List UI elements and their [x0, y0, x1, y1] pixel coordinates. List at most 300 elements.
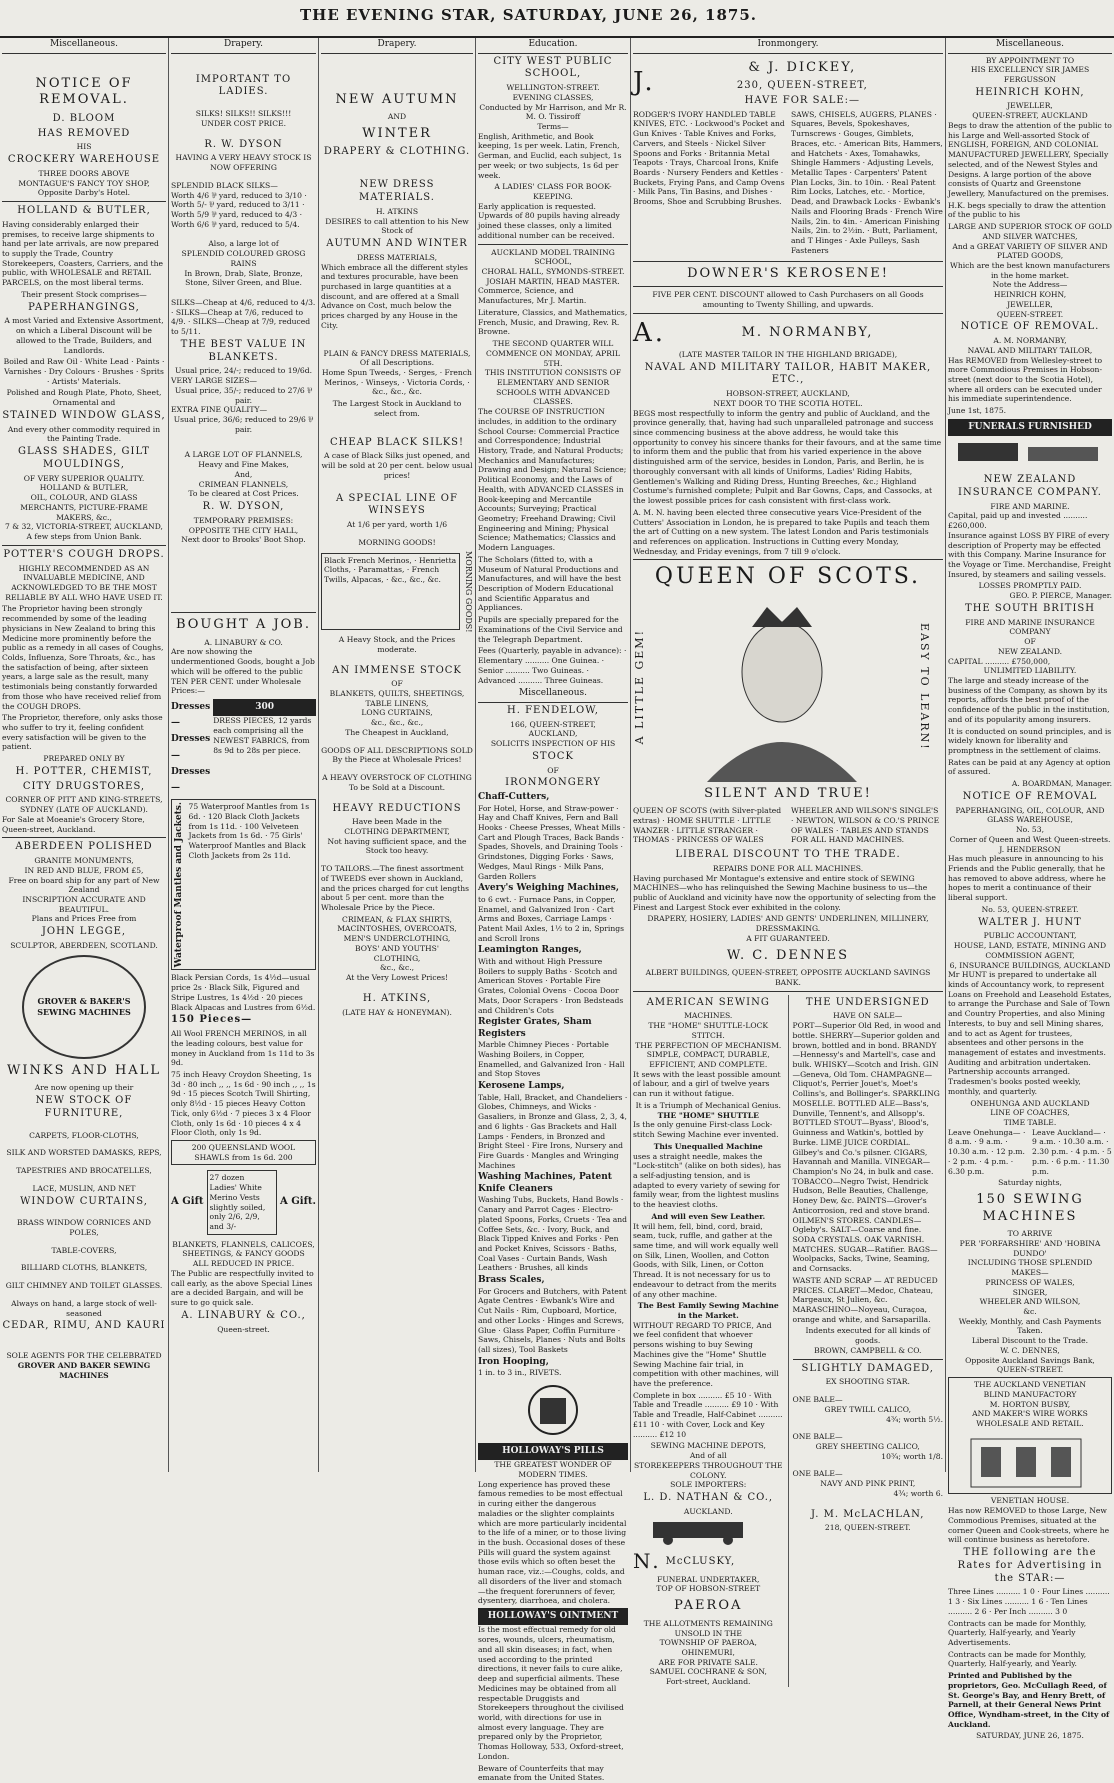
ad-line: ONE BALE— — [792, 1432, 843, 1442]
ad-line: THE "HOME" SHUTTLE — [657, 1110, 759, 1120]
ad-line: A. M. NORMANBY, — [993, 336, 1067, 346]
dress-count-badge: 300 — [213, 699, 316, 717]
ad-line: A LARGE LOT OF FLANNELS, — [184, 450, 303, 460]
ad-line: SYDNEY (LATE OF AUCKLAND). — [20, 805, 148, 815]
ad-line: Next door to Brooks' Boot Shop. — [181, 535, 306, 545]
ad-line: TO ARRIVE — [1007, 1229, 1053, 1239]
ad-line: QUEEN-STREET, AUCKLAND — [972, 111, 1088, 121]
ad-body: Has now REMOVED to those Large, New Commodious Premises, situated at the corner Queen and Cook-streets, where he will continue business as heretofore. — [948, 1506, 1110, 1545]
ad-line: MORNING GOODS! — [358, 537, 436, 547]
ad-heading: SILENT AND TRUE! — [704, 785, 872, 801]
ad-line: LARGE AND SUPERIOR STOCK OF GOLD AND SILVER WATCHES, — [948, 222, 1112, 241]
ad-line: And will even Sew Leather. — [651, 1211, 766, 1221]
advertiser-name: R. W. DYSON, — [202, 501, 285, 513]
ad-body: Home Spun Tweeds, · Serges, · French Merinos, · Winseys, · Victoria Cords, · &c., &c., &c. — [322, 368, 472, 397]
ad-line: BY APPOINTMENT TO — [985, 55, 1075, 65]
ad-line: GEO. P. PIERCE, Manager. — [1009, 591, 1112, 601]
ad-body: For Hotel, Horse, and Straw-power · Hay and Chaff Knives, Fern and Ball Hooks · Cheese Presses, Wheat Mills · Cart and Plough Traces, Back Bands · Spades, Shovels, and Draining Tools · Grindstones, Digging Forks · Saws, Wedges, Maul Rings · Milk Pans, Garden Rollers — [478, 803, 626, 881]
ad-line: PRINCESS OF WALES, — [985, 1277, 1075, 1287]
ad-body: Table, Hall, Bracket, and Chandeliers · Globes, Chimneys, and Wicks · Gasaliers, in Bronze and Glass, 2, 3, 4, and 6 lights · Gas Brackets and Hall Lamps · Fenders, in Bronzed and Bright Steel · Fire Irons, Nursery and Fire Guards · Mangles and Wringing Machines — [478, 1092, 628, 1170]
ad-line: BRASS WINDOW CORNICES AND POLES, — [16, 1218, 152, 1238]
ad-line: CHORAL HALL, SYMONDS-STREET. — [481, 267, 625, 277]
ad-line: THE PERFECTION OF MECHANISM. — [635, 1040, 782, 1050]
ad-line: OF — [547, 765, 559, 775]
ad-heading: CITY DRUGSTORES, — [22, 780, 146, 792]
ad-body: Are now showing the undermentioned Goods, bought a Job which will be offered to the public TEN PER CENT. under Wholesale Prices:— — [171, 647, 315, 696]
ad-body: SILKS—Cheap at 4/6, reduced to 4/3. · SILKS—Cheap at 7/6, reduced to 4/9. · SILKS—Cheap at 7/9, reduced to 5/11. — [171, 297, 316, 337]
ad-body: Which embrace all the different styles and textures procurable, have been purchased in large quantities at a discount, and are offered at a Small Advance on Cost, much below the prices charged by any House in the City. — [321, 262, 468, 330]
ad-line: A HEAVY OVERSTOCK OF CLOTHING — [322, 773, 472, 783]
ad-line: Have been Made in the — [352, 817, 442, 827]
ad-line: WHEELER AND WILSON, — [979, 1297, 1081, 1307]
ad-line: PREPARED ONLY BY — [43, 754, 125, 764]
ad-line: CLOTHING DEPARTMENT, — [344, 827, 450, 837]
dresses-label: Dresses— — [171, 701, 211, 729]
ad-line: EVENING CLASSES, — [512, 92, 594, 102]
ad-line: Corner of Queen and West Queen-streets. — [949, 834, 1111, 844]
ad-line: Terms— — [537, 121, 569, 131]
ad-line: OF VERY SUPERIOR QUALITY. — [23, 473, 145, 483]
ad-line: ONEHUNGA AND AUCKLAND — [970, 1098, 1090, 1108]
advertiser-name: HEINRICH KOHN, — [975, 86, 1085, 98]
ad-line: CARPETS, FLOOR-CLOTHS, — [29, 1130, 139, 1140]
ad-heading: DRAPERY & CLOTHING. — [323, 146, 471, 158]
ad-body: Contracts can be made for Monthly, Quarterly, Half-yearly, and Yearly. — [948, 1649, 1087, 1669]
ad-line: Of all Descriptions. — [359, 358, 435, 368]
ad-line: ARE FOR PRIVATE SALE. — [658, 1657, 758, 1667]
ad-line: Also, a large lot of — [208, 239, 279, 249]
ad-body: Black Persian Cords, 1s 4½d—usual price 2s · Black Silk, Figured and Stripe Lustres, 1s 4½d · 20 pieces Black Alpacas and Lustres from 6½d. — [171, 973, 316, 1012]
dresses-label: Dresses— — [171, 766, 211, 793]
ad-body: Contracts can be made for Monthly, Quarterly, Half-yearly, and Yearly Advertisements. — [948, 1618, 1087, 1647]
ad-body: Fees (Quarterly, payable in advance): · Elementary .......... One Guinea. · Senior .......... Two Guineas. · Advanced .......... Three Guineas. — [478, 646, 627, 685]
ad-body: RODGER'S IVORY HANDLED TABLE KNIVES, ETC. · Lockwood's Pocket and Gun Knives · Table Knives and Forks, Carvers, and Steels · Nickel Silver Spoons and Forks · Britannia Metal Teapots · Trays, Charcoal Irons, Knife Boards · Nursery Fenders and Kettles · Buckets, Frying Pans, and Camp Ovens · Milk Pans, Tin Basins, and Dishes · Brooms, Shoe and Scrubbing Brushes. — [633, 109, 785, 207]
sewing-machine-seal-illustration — [22, 955, 146, 1059]
ad-body: 1 in. to 3 in., RIVETS. — [478, 1368, 562, 1378]
ad-heading: THE BEST VALUE IN BLANKETS. — [180, 338, 307, 363]
ad-line: INSCRIPTION ACCURATE AND BEAUTIFUL. — [22, 895, 146, 914]
ad-subheading: Avery's Weighing Machines, — [478, 883, 619, 894]
ad-line: JOSIAH MARTIN, HEAD MASTER. — [486, 276, 620, 286]
ad-line: A LADIES' CLASS FOR BOOK-KEEPING. — [494, 182, 612, 202]
ad-line: And every other commodity required in the Painting Trade. — [7, 424, 161, 444]
ad-body: BEGS most respectfully to inform the gentry and public of Auckland, and the province generally, that, having had such unparalleled patronage and success since commencing business at the above address, he would take this opportunity to convey his sincere thanks for their favours, and at the same time to inform them and the public that from his varied experience in the above distinguished arm of the service, besides in London, Paris, and Berlin, he is thoroughly conversant with all kinds of Uniforms, Ladies' Riding Habits, Gentlemen's Walking and Riding Dress, Hunting Breeches, &c.; Highland Costume's furnished complete; Pulpit and Bar Gowns, Caps, and Cassocks, at the lowest possible prices for cash consistent with first-class work. — [633, 408, 942, 506]
ad-line: AUCKLAND MODEL TRAINING SCHOOL, — [491, 247, 615, 267]
ad-line: SILKS! SILKS!! SILKS!!! — [195, 109, 292, 119]
advertiser-name: A. LINABURY & CO. — [204, 637, 283, 647]
ad-line: SPLENDID BLACK SILKS— — [171, 180, 278, 190]
ad-body: Insurance against LOSS BY FIRE of every description of Property may be effected with this Company. Marine Insurance for the Voyage or Time. Merchandise, Freight Insured, by steamers and sailing vessels. — [948, 530, 1112, 579]
ad-line: CRIMEAN, & FLAX SHIRTS, — [342, 914, 452, 924]
ad-line: THE SECOND QUARTER WILL COMMENCE ON MONDAY, APRIL 5TH. — [486, 339, 620, 368]
ad-body: Long experience has proved these famous remedies to be most effectual in curing either the dangerous maladies or the slighter complaints which are more particularly incidental to the life of a miner, or to those living in the bush. Occasional doses of these Pills will guard the system against those evils which so often beset the human race, viz.:—Coughs, colds, and all disorders of the liver and stomach—the frequent forerunners of fever, dysentery, diarrhoea, and cholera. — [478, 1479, 627, 1606]
ad-line: GROVER AND BAKER SEWING MACHINES — [17, 1360, 151, 1380]
column-header: Miscellaneous. — [2, 38, 166, 54]
ad-line: (LATE HAY & HONEYMAN). — [342, 1007, 452, 1017]
ad-body: English, Arithmetic, and Book keeping, 1s per week. Latin, French, German, and Euclid, each subject, 1s per week; or two subjects, 1s 6d per week. — [478, 131, 622, 180]
ad-line: Usual price, 36/6; reduced to 29/6 ⅌ pair. — [173, 415, 314, 434]
ad-line: TOWNSHIP OF PAEROA, OHINEMURI, — [659, 1638, 757, 1657]
ad-heading: NEW AUTUMN — [335, 91, 459, 107]
ad-line: DRAPERY, HOSIERY, LADIES' AND GENTS' UNDERLINEN, MILLINERY, DRESSMAKING. — [647, 914, 929, 934]
ad-body: HIGHLY RECOMMENDED AS AN INVALUABLE MEDICINE, AND ACKNOWLEDGED TO BE THE MOST RELIABLE BY ALL WHO HAVE USED IT. — [5, 563, 163, 602]
column-miscellaneous-2 — [948, 38, 1112, 1741]
ad-line: ONE BALE— — [792, 1395, 843, 1405]
ad-line: GOODS OF ALL DESCRIPTIONS SOLD — [321, 745, 473, 755]
ad-line: The Cheapest in Auckland, — [345, 727, 449, 737]
ad-heading: PAEROA — [674, 1598, 743, 1614]
ad-line: EX SHOOTING STAR. — [825, 1377, 910, 1387]
column-ironmongery — [633, 38, 943, 1687]
ad-line: TABLE-COVERS, — [51, 1245, 117, 1255]
masthead-title: THE EVENING STAR, SATURDAY, JUNE 26, 1875. — [300, 6, 757, 24]
ad-heading: CEDAR, RIMU, AND KAURI — [2, 1320, 166, 1332]
advertiser-name: J. M. McLACHLAN, — [811, 1508, 925, 1520]
ad-body: The Proprietor having been strongly recommended by some of the leading physicians in New Zealand to bring this Medicine more prominently before the public as a remedy in all cases of Coughs, Colds, Influenza, Sore Throats, &c., has the satisfaction of being, after sixteen years, a large sale as the result, many testimonials being constantly forwarded from those who have received relief from the COUGH DROPS. — [2, 604, 164, 711]
ad-line: HOUSE, LAND, ESTATE, MINING AND COMMISSION AGENT, — [953, 941, 1107, 960]
column-education — [478, 38, 628, 1783]
ad-line: SOLICITS INSPECTION OF HIS — [490, 738, 616, 748]
ad-line: INCLUDING THOSE SPLENDID — [967, 1258, 1093, 1268]
ad-body: The Public are respectfully invited to call early, as the above Special Lines are a decided Bargain, and will be sure to go quick sale. — [171, 1268, 314, 1308]
ad-subheading: Washing Machines, Patent Knife Cleaners — [478, 1172, 612, 1194]
ad-line: MAKES— — [1011, 1268, 1049, 1278]
ad-line: OPPOSITE THE CITY HALL, — [188, 525, 299, 535]
advertiser-name: R. W. DYSON — [204, 138, 283, 150]
ad-line: 200 QUEENSLAND WOOL SHAWLS from 1s 6d. 200 — [171, 1140, 316, 1165]
ad-heading: 150 Pieces— — [171, 1014, 253, 1026]
ad-line: 4¾; worth 6. — [893, 1488, 943, 1498]
advertiser-name: SAMUEL COCHRANE & SON, — [649, 1667, 767, 1677]
ad-line: Heavy and Fine Makes, — [198, 460, 289, 470]
mantles-side-label: Waterproof Mantles and Jackets. — [174, 802, 184, 968]
ad-line: TIME TABLE. — [1003, 1118, 1057, 1128]
ad-line: THE "HOME" SHUTTLE-LOCK STITCH. — [648, 1021, 769, 1040]
ad-heading: STOCK — [532, 750, 574, 762]
ad-subheading: Chaff-Cutters, — [478, 792, 550, 803]
ad-line: No. 53, — [1016, 825, 1044, 835]
ad-line: Not having sufficient space, and the Stock too heavy. — [327, 836, 467, 856]
ad-line: NAVY AND PINK PRINT, — [820, 1479, 916, 1489]
column-drapery-2 — [321, 38, 473, 1472]
ad-line: Saturday nights, — [998, 1178, 1062, 1188]
ad-line: Indents executed for all kinds of goods. — [805, 1326, 930, 1346]
ad-line: THE GREATEST WONDER OF MODERN TIMES. — [494, 1460, 612, 1479]
advertiser-name: M. NORMANBY, — [741, 324, 874, 340]
ad-body: Black French Merinos, · Henrietta Cloths, · Paramattas, · French Twills, Alpacas, · &c., &c., &c. — [321, 553, 460, 630]
ad-heading: CITY WEST PUBLIC SCHOOL, — [493, 55, 613, 80]
ad-line: 6, INSURANCE BUILDINGS, AUCKLAND — [949, 960, 1111, 970]
ad-line: MACINTOSHES, OVERCOATS, — [337, 924, 457, 934]
ad-subheading: Kerosene Lamps, — [478, 1081, 565, 1092]
ad-heading: IRONMONGERY — [505, 777, 601, 789]
ad-body: In Brown, Drab, Slate, Bronze, Stone, Silver Green, and Blue. — [184, 268, 303, 288]
ad-line: Liberal Discount to the Trade. — [971, 1336, 1089, 1346]
ad-line: PAPERHANGING, OIL, COLOUR, AND GLASS WAREHOUSE, — [955, 805, 1105, 825]
ad-line: STOREKEEPERS THROUGHOUT THE COLONY. — [633, 1460, 783, 1480]
ad-line: HAVE ON SALE— — [833, 1011, 903, 1021]
ad-line: Free on board ship for any part of New Zealand — [8, 875, 160, 895]
ad-line: FIRE AND MARINE. — [990, 501, 1070, 511]
ad-line: GRANITE MONUMENTS, — [34, 856, 134, 866]
column-rule — [475, 38, 476, 1472]
ad-line: Note the Address— — [992, 280, 1068, 290]
ad-line: SEWING MACHINE DEPOTS, — [650, 1441, 766, 1451]
ad-body: PORT—Superior Old Red, in wood and bottle. SHERRY—Superior golden and brown, bottled and in bond. BRANDY—Hennessy's and Martell's, case and bulk. WHISKY—Scotch and Irish. GIN—Geneva, Old Tom. CHAMPAGNE—Cliquot's, Perrier Jouet's, Moet's Collins's, and Bollinger's. SPARKLING MOSELLE. BOTTLED ALE—Bass's, Dunville, Tennent's, and Allsopp's. BOTTLED STOUT—Byass', Blood's, Guinness and Watkin's, bottled by Burke. LIME JUICE CORDIAL. Gilbey's and Co.'s pilsner. CIGARS, Havannah and Manilla. VINEGAR—Champion's No 24, in bulk and case. TOBACCO—Negro Twist, Hendrick Hudson, Belle Beauties, Challenge, Honey Dew, &c. PAINTS—Grover's Anticorrosion, red and stove brand. OILMEN'S STORES. CANDLES—Ogleby's. SALT—Coarse and fine. SODA CRYSTALS. OAK VARNISH. MATCHES. SUGAR—Ratifier. BAGS—Woolpacks, Sacks, Twine, Seaming, and Cornsacks. — [792, 1021, 941, 1274]
ad-heading: DOWNER'S KEROSENE! — [687, 265, 889, 281]
ad-body: Leave Onehunga— · 8 a.m. · 9 a.m. · 10.30 a.m. · 12 p.m. · 2 p.m. · 4 p.m. · 6.30 p.m. — [948, 1127, 1026, 1176]
ad-line: Plans and Prices Free from — [31, 914, 137, 924]
ad-heading: NEW DRESS MATERIALS. — [359, 179, 435, 204]
ad-heading: BOUGHT A JOB. — [175, 617, 311, 633]
ad-line: LACE, MUSLIN, AND NET — [32, 1183, 136, 1193]
ad-line: Are now opening up their — [34, 1083, 134, 1093]
ad-body: Commerce, Science, and Manufactures, Mr J. Martin. — [478, 286, 587, 306]
ad-line: GREY TWILL CALICO, — [824, 1404, 911, 1414]
ad-body: Washing Tubs, Buckets, Hand Bowls · Canary and Parrot Cages · Electro-plated Spoons, Forks, Cruets · Tea and Coffee Sets, &c. · Ivory, Buck, and Black Tipped Knives and Forks · Pen and Pocket Knives, Scissors · Baths, Coal Vases · Curtain Bands, Wash Leathers · Brushes, all kinds — [478, 1195, 628, 1273]
ad-line: This Unequalled Machine — [653, 1141, 763, 1151]
ad-line: NAVAL AND MILITARY TAILOR, — [967, 345, 1093, 355]
ad-body: TO TAILORS.—The finest assortment of TWEEDS ever shown in Auckland, and the prices charged for cut lengths about 5 per cent. more than the Wholesale Price by the Piece. — [321, 864, 470, 913]
ad-line: PLAIN & FANCY DRESS MATERIALS, — [323, 348, 471, 358]
ad-heading: ABERDEEN POLISHED — [15, 841, 153, 853]
ad-line: June 1st, 1875. — [948, 406, 1007, 416]
ad-heading: H. POTTER, CHEMIST, — [15, 765, 153, 777]
ad-line: IN RED AND BLUE, FROM £5, — [24, 865, 144, 875]
ad-line: TAPESTRIES AND BROCATELLES, — [16, 1166, 152, 1176]
ad-body: H.K. begs specially to draw the attention of the public to his — [948, 200, 1106, 220]
ad-line: FIRE AND MARINE INSURANCE COMPANY — [965, 617, 1095, 637]
ad-body: A most Varied and Extensive Assortment, on which a Liberal Discount will be allowed to the Trade, Builders, and Landlords. — [4, 316, 164, 355]
advertiser-name: WALTER J. HUNT — [978, 916, 1082, 928]
ad-line: AND — [387, 112, 407, 122]
masthead — [0, 0, 1114, 38]
ad-body: WHEELER AND WILSON'S SINGLE'S · NEWTON, WILSON & CO.'S PRINCE OF WALES · TABLES AND STANDS FOR ALL HAND MACHINES. — [791, 806, 940, 845]
ad-line: HAVING A VERY HEAVY STOCK IS NOW OFFERING — [175, 153, 312, 173]
ad-line: JEWELLER, — [1007, 101, 1053, 111]
ad-line: UNLIMITED LIABILITY. — [983, 666, 1077, 676]
ad-body: It will hem, fell, bind, cord, braid, seam, tuck, ruffle, and gather at the same time, and will work equally well on Silk, Linen, Woollen, and Cotton Goods, with Silk, Linen, or Cotton Thread. It is not necessary for us to endeavour to detract from the merits of any other machine. — [633, 1221, 779, 1299]
ad-body: SAWS, CHISELS, AUGERS, PLANES · Squares, Bevels, Spokeshaves, Turnscrews · Gouges, Gimblets, Braces, etc. · American Bits, Hammers, and Hatchets · Axes, Tomahawks, Shingle Hammers · Adjusting Levels, Metallic Tapes · Carpenters' Patent Plan Locks, 3in. to 10in. · Real Patent Rim Locks, Latches, etc. · Mortice, Dead, and Drawback Locks · Ewbank's Nails and Flooring Brads · French Wire Nails, 2in. to 4in. · American Finishing Nails, 2in. to 2½in. · Butt, Parliament, and T Hinges · Axle Pulleys, Sash Fasteners — [791, 109, 943, 255]
ad-line: Their present Stock comprises— — [21, 289, 147, 299]
ad-line: Fort-street, Auckland. — [666, 1677, 751, 1687]
ad-line: HEINRICH KOHN, — [993, 290, 1067, 300]
ad-line: 7 & 32, VICTORIA-STREET, AUCKLAND, — [5, 522, 163, 532]
ad-body: Has REMOVED from Wellesley-street to more Commodious Premises in Hobson-street (next door to the Scotia Hotel), where all orders can be executed under his immediate superintendence. — [948, 355, 1103, 404]
ad-line: Opposite Auckland Savings Bank, QUEEN-STREET. — [965, 1355, 1095, 1375]
column-rule — [945, 38, 946, 1472]
ad-heading: WINKS AND HALL — [7, 1062, 161, 1078]
ad-subheading: Iron Hooping, — [478, 1356, 549, 1367]
ad-line: LONG CURTAINS, — [361, 708, 433, 718]
ad-line: MONTAGUE'S FANCY TOY SHOP, — [18, 178, 150, 188]
ad-line: BILLIARD CLOTHS, BLANKETS, — [20, 1263, 148, 1273]
ad-subheading: Register Grates, Sham Registers — [478, 1017, 592, 1039]
ad-body: WITHOUT REGARD TO PRICE, And we feel confident that whoever persons wishing to buy Sewing Machines give the "Home" Shuttle Sewing Machine fair trial, in competition with other machines, will have the preference. — [633, 1320, 779, 1389]
ad-body: Beware of Counterfeits that may emanate from the United States. — [478, 1763, 605, 1783]
ad-heading: WINTER — [362, 125, 432, 141]
ad-body: Pupils are specially prepared for the Examinations of the Civil Service and the Telegraph Department. — [478, 615, 623, 644]
ad-body: The Proprietor, therefore, only asks those who suffer to try it, feeling confident every satisfaction will be given to the patient. — [2, 713, 163, 752]
ad-line: Always on hand, a large stock of well-seasoned — [11, 1298, 157, 1318]
ad-line: Usual price, 24/-; reduced to 19/6d. — [174, 366, 313, 376]
ad-body: Marble Chimney Pieces · Portable Washing Boilers, in Copper, Enamelled, and Galvanized Iron · Hall and Stop Stoves — [478, 1040, 625, 1079]
ad-line: TABLE LINENS, — [365, 698, 429, 708]
ad-line: NEW ZEALAND. — [997, 646, 1063, 656]
ad-line: THREE DOORS ABOVE — [38, 168, 130, 178]
ad-line: J. HENDERSON — [999, 844, 1061, 854]
ad-body: Printed and Published by the proprietors, Geo. McCullagh Reed, of St. George's Bay, and Henry Brett, of Parnell, at their General News Print Office, Wyndham-street, in the City of Auckland. — [948, 1671, 1110, 1729]
ad-line: ALBERT BUILDINGS, QUEEN-STREET, OPPOSITE AUCKLAND SAVINGS BANK. — [645, 968, 931, 987]
ad-line: A few steps from Union Bank. — [26, 531, 142, 541]
ad-line: 166, QUEEN-STREET, — [510, 719, 596, 729]
ad-body: Having considerably enlarged their premises, to receive large shipments to hand per late arrivals, are now prepared to supply the Trade, Country Storekeepers, Coasters, Carriers, and the public, with WHOLESALE and RETAIL PARCELS, on the most liberal terms. — [2, 219, 163, 288]
ad-body: WASTE AND SCRAP — AT REDUCED PRICES. CLARET—Medoc, Chateau, Margeaux, St Julien, &c. MARASCHINO—Noyeau, Curaçoa, orange and white, and Sarsaparilla. — [792, 1275, 938, 1324]
column-miscellaneous-1 — [2, 38, 166, 1472]
ad-line: Weekly, Monthly, and Cash Payments Taken. — [958, 1316, 1102, 1336]
ad-line: Polished and Rough Plate, Photo, Sheet, Ornamental and — [6, 388, 162, 408]
venetian-house-illustration — [951, 1429, 1101, 1489]
ad-line: SCULPTOR, ABERDEEN, SCOTLAND. — [10, 940, 158, 950]
ad-line: BLANKETS, QUILTS, SHEETINGS, — [329, 689, 465, 699]
ad-line: A. BOARDMAN, Manager. — [1011, 779, 1112, 789]
ad-line: AUCKLAND, — [528, 729, 578, 739]
advertiser-name: M. HORTON BUSBY, — [989, 1399, 1071, 1409]
ad-body: The COURSE OF INSTRUCTION includes, in addition to the ordinary School Course: Commercial Practice and Correspondence; Industrial History, Trade, and Natural Products; Mechanics and Manufactures; Drawing and Design; Natural Science; Political Economy, and the Laws of Health, with ADVANCED CLASSES in Book-keeping and Mercantile Accounts; Surveying; Practical Geometry; Freehand Drawing; Civil Engineering and Mining; Physical Science; Mathematics; Classics and Modern Languages. — [478, 407, 627, 553]
ad-line: CRIMEAN FLANNELS, — [198, 479, 289, 489]
column-header: Drapery. — [321, 38, 473, 54]
ad-heading: GLASS SHADES, GILT MOULDINGS, — [18, 446, 150, 470]
ad-line: TOP OF HOBSON-STREET — [656, 1584, 761, 1594]
ad-heading: AUTUMN AND WINTER — [326, 238, 468, 250]
ad-side-label: EASY TO LEARN! — [918, 622, 932, 751]
ad-body: A case of Black Silks just opened, and will be sold at 20 per cent. below usual prices! — [321, 451, 473, 480]
ad-heading: AMERICAN SEWING — [646, 996, 770, 1008]
ad-heading: NOTICE OF REMOVAL. — [960, 321, 1100, 333]
ad-line: CLOTHING, — [373, 953, 421, 963]
ad-line: And, — [234, 469, 253, 479]
ad-body: Complete in box .......... £5 10 · With Table and Treadle .......... £9 10 · With Table and Treadle, Half-Cabinet .......... £11 10 · with Cover, Lock and Key .......... £12 10 — [633, 1390, 783, 1439]
ad-initial: A. — [633, 317, 667, 348]
ad-initial: J. — [633, 66, 656, 97]
ad-line: SIMPLE, COMPACT, DURABLE, EFFICIENT, AND COMPLETE. — [646, 1050, 770, 1070]
ad-line: HAVE FOR SALE:— — [744, 94, 861, 106]
ad-line: SILK AND WORSTED DAMASKS, REPS, — [6, 1148, 162, 1158]
ad-line: A FIT GUARANTEED. — [746, 933, 830, 943]
ad-body: Having purchased Mr Montague's extensive and entire stock of SEWING MACHINES—who has relinquished the Sewing Machine business to us—the public of Auckland and vicinity have now the opportunity of selecting from the Finest and Largest Stock ever exhibited in the colony. — [633, 873, 936, 912]
column-rule — [630, 38, 631, 1472]
advertiser-name: H. ATKINS, — [362, 992, 432, 1004]
ad-heading: HEAVY REDUCTIONS — [332, 802, 462, 814]
ad-line: BLIND MANUFACTORY — [983, 1389, 1077, 1399]
ad-heading: LIBERAL DISCOUNT TO THE TRADE. — [675, 849, 901, 861]
ad-body: 27 dozen Ladies' White Merino Vests slightly soiled, only 2/6, 2/9, and 3/- — [207, 1170, 278, 1234]
ad-heading: NEW ZEALAND INSURANCE COMPANY. — [958, 474, 1102, 498]
ad-body: Rates can be paid at any Agency at option of assured. — [948, 757, 1111, 777]
queen-portrait-illustration — [647, 592, 917, 782]
holloways-ointment-banner: HOLLOWAY'S OINTMENT — [478, 1608, 628, 1626]
ad-line: No. 53, QUEEN-STREET. — [981, 904, 1079, 914]
ad-line: AND MAKER'S WIRE WORKS — [972, 1409, 1088, 1419]
ad-line: SOLE AGENTS FOR THE CELEBRATED — [6, 1351, 162, 1361]
ad-heading: CHEAP BLACK SILKS! — [329, 436, 465, 448]
ad-line: JEWELLER, — [1007, 299, 1053, 309]
ad-heading: THE UNDERSIGNED — [805, 996, 930, 1008]
advertiser-name: A. LINABURY & CO., — [181, 1309, 306, 1321]
ad-line: LOSSES PROMPTLY PAID. — [978, 581, 1082, 591]
ad-line: Usual price, 35/-; reduced to 27/6 ⅌ pair. — [174, 385, 313, 405]
ad-body: Literature, Classics, and Mathematics, French, Music, and Drawing, Rev. R. Browne. — [478, 307, 628, 337]
ad-line: To be cleared at Cost Prices. — [188, 489, 299, 499]
ad-heading: PAPERHANGINGS, — [28, 301, 140, 313]
ad-line: &c., &c., &c., — [370, 718, 424, 728]
advertiser-name: H. ATKINS — [375, 206, 419, 216]
ad-line: The Largest Stock in Auckland to select from. — [332, 399, 462, 418]
ad-line: WHOLESALE AND RETAIL. — [976, 1418, 1084, 1428]
ad-body: All Wool FRENCH MERINOS, in all the leading colours, best value for money in Auckland from 1s 11d to 3s 9d. — [171, 1029, 315, 1068]
dresses-label: Dresses— — [171, 734, 211, 761]
ad-line: DESIRES to call attention to his New Stock of — [325, 216, 469, 236]
gift-label: A Gift. — [280, 1196, 316, 1208]
ad-line: THE AUCKLAND VENETIAN — [973, 1380, 1087, 1390]
ad-line: THE ALLOTMENTS REMAINING UNSOLD IN THE — [643, 1618, 773, 1638]
ad-line: NEXT DOOR TO THE SCOTIA HOTEL. — [713, 398, 863, 408]
ad-line: Which are the best known manufacturers in the home market. — [950, 260, 1110, 280]
ad-body: FIVE PER CENT. DISCOUNT allowed to Cash Purchasers on all Goods amounting to Twenty Shilling, and upwards. — [652, 290, 924, 309]
ad-body: For Grocers and Butchers, with Patent Agate Centres · Ewbank's Wire and Cut Nails · Rim, Cupboard, Mortice, and other Locks · Hinges and Screws, Glue · Glass Paper, Coffin Furniture · Saws, Chisels, Planes · Nuts and Bolts (all sizes), Tool Baskets — [478, 1286, 627, 1354]
ad-heading: A SPECIAL LINE OF WINSEYS — [336, 492, 458, 517]
ad-line: 230, QUEEN-STREET, — [736, 80, 868, 92]
ad-line: SOLE IMPORTERS: — [670, 1480, 747, 1490]
hearse-illustration — [633, 1516, 783, 1546]
ad-body: It sews with the least possible amount of labour, and a girl of twelve years can run it without fatigue. — [633, 1069, 781, 1099]
ad-line: TEMPORARY PREMISES: — [193, 515, 294, 525]
ad-body: Early application is requested. Upwards of 80 pupils having already joined these classes, only a limited additional number can be received. — [478, 201, 620, 240]
ad-body: With and without High Pressure Boilers to supply Baths · Scotch and American Stoves · Portable Fire Grates, Colonial Ovens · Cocoa Door Mats, Door Scrapers · Iron Bedsteads and Children's Cots — [478, 956, 624, 1015]
ad-line: SPLENDID COLOURED GROSG RAINS — [181, 249, 306, 268]
ad-line: 10¾; worth 1/8. — [881, 1451, 943, 1461]
funeral-procession-illustration — [948, 439, 1108, 469]
ad-body: Mr HUNT is prepared to undertake all kinds of Accountancy work, to represent Loans on Freehold and Leasehold Estates, to arrange the Purchase and Sale of Town and Country Properties, and also Mining Interests, to buy and sell Mining shares, and to act as Agent for trustees, absentees and other persons in the management of estates and investments. Auditing and arbitration undertaken. Partnership accounts arranged. Tradesmen's books posted weekly, monthly, and quarterly. — [948, 970, 1112, 1096]
ad-body: 75 Waterproof Mantles from 1s 6d. · 120 Black Cloth Jackets from 1s 11d. · 100 Velveteen Jackets from 1s 6d. · 75 Girls' Waterproof Mantles and Black Cloth Jackets from 2s 11d. — [188, 802, 310, 860]
ad-line: GREY SHEETING CALICO, — [815, 1441, 920, 1451]
ad-line: 218, QUEEN-STREET. — [824, 1523, 911, 1533]
ad-heading: SLIGHTLY DAMAGED, — [801, 1362, 934, 1374]
ad-line: By the Piece at Wholesale Prices! — [332, 755, 462, 765]
ad-line: CAPITAL .......... £750,000, — [948, 656, 1051, 666]
ad-line: &c., &c., — [379, 963, 415, 973]
advertiser-name: H. FENDELOW, — [507, 704, 599, 716]
column-rule — [318, 38, 319, 1472]
ad-line: To be Sold at a Discount. — [348, 782, 446, 792]
ad-heading: THE following are the Rates for Advertising in the STAR:— — [957, 1546, 1103, 1584]
ad-line: And of all — [689, 1451, 727, 1461]
ad-heading: THE SOUTH BRITISH — [965, 602, 1095, 614]
ad-heading: POTTER'S COUGH DROPS. — [3, 548, 165, 560]
advertiser-name: D. BLOOM — [52, 112, 116, 124]
ad-body: DRESS PIECES, 12 yards each comprising all the NEWEST FABRICS, from 8s 9d to 28s per piece. — [213, 716, 312, 755]
ad-initial: N. — [633, 1549, 662, 1574]
advertiser-name: & J. DICKEY, — [748, 59, 857, 75]
ad-body: Is the most effectual remedy for old sores, wounds, ulcers, rheumatism, and all skin diseases; in fact, when used according to the printed directions, it never fails to cure alike, deep and superficial ailments. These Medicines may be obtained from all respectable Druggists and Storekeepers throughout the civilised world, with directions for use in almost every language. They are prepared only by the Proprietor, Thomas Holloway, 533, Oxford-street, London. — [478, 1625, 624, 1761]
ad-line: OIL, COLOUR, AND GLASS MERCHANTS, PICTURE-FRAME MAKERS, &c., — [20, 493, 148, 522]
ad-line: BLANKETS, FLANNELS, CALICOES, SHEETINGS, & FANCY GOODS — [172, 1239, 315, 1259]
ad-body: A. M. N. having been elected three consecutive years Vice-President of the Cutters' Association in London, he is prepared to take Pupils and teach them the art of Cutting on a new system. The latest London and Paris testimonials and references on application. Instructions in Cutting every Monday, Wednesday, and Friday evenings, from 7 till 9 o'clock. — [633, 507, 930, 556]
ad-line: LINE OF COACHES, — [990, 1108, 1070, 1118]
ad-subheading: Brass Scales, — [478, 1275, 545, 1286]
ad-line: BOYS' AND YOUTHS' — [355, 943, 439, 953]
ad-body: Has much pleasure in announcing to his Friends and the Public generally, that he has removed to above address, where he hopes to merit a continuance of their liberal support. — [948, 854, 1106, 903]
